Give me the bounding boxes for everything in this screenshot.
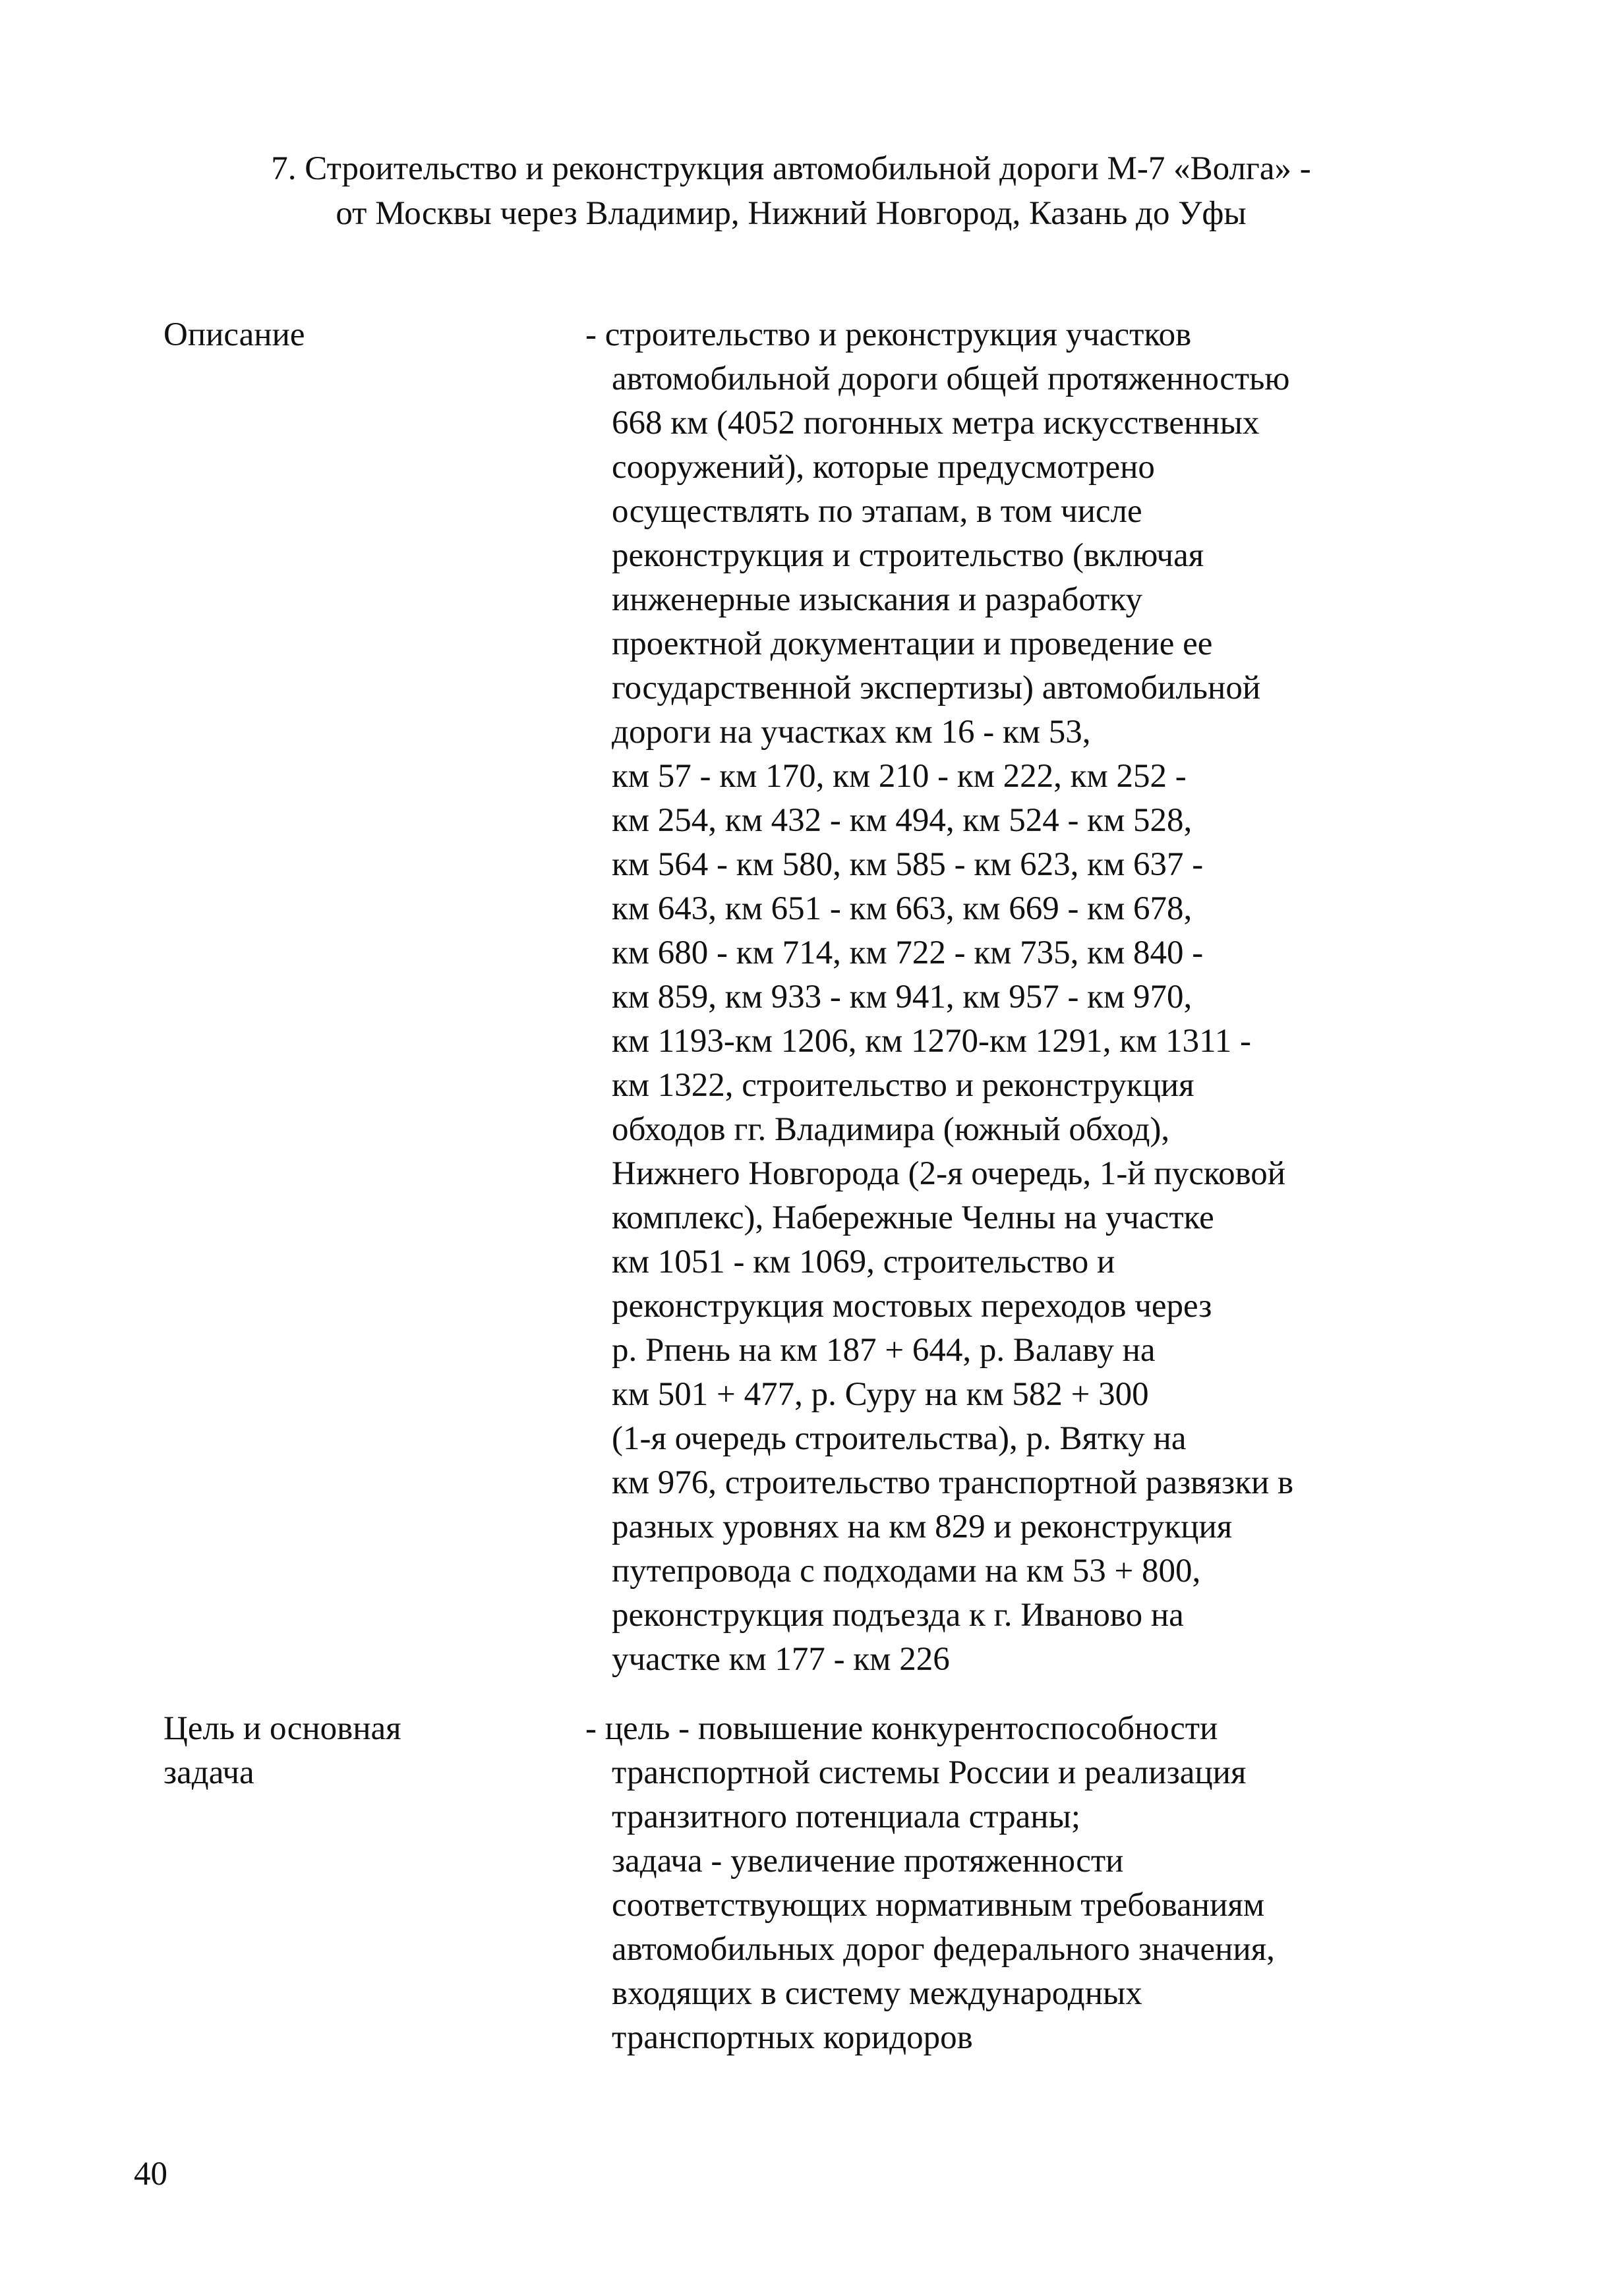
text-line: реконструкция мостовых переходов через: [612, 1288, 1212, 1325]
text-line: км 1051 - км 1069, строительство и: [612, 1244, 1115, 1280]
text-line: разных уровнях на км 829 и реконструкция: [612, 1508, 1233, 1545]
text-line: - строительство и реконструкция участков: [585, 316, 1192, 353]
label-line: Описание: [163, 316, 305, 353]
text-line: инженерные изыскания и разработку: [612, 581, 1143, 618]
text-line: осуществлять по этапам, в том числе: [612, 493, 1142, 530]
text-line: транспортной системы России и реализация: [612, 1754, 1247, 1791]
text-line: Нижнего Новгорода (2-я очередь, 1-й пусковой: [612, 1155, 1286, 1192]
text-line: участке км 177 - км 226: [612, 1641, 950, 1678]
section-text-goal: [585, 1707, 1275, 2060]
section-text-description: [585, 313, 1293, 1682]
text-line: р. Рпень на км 187 + 644, р. Валаву на: [612, 1332, 1156, 1369]
text-line: км 1193-км 1206, км 1270-км 1291, км 1311 -: [612, 1023, 1251, 1060]
text-line: транзитного потенциала страны;: [612, 1798, 1081, 1835]
text-line: - цель - повышение конкурентоспособности: [585, 1710, 1218, 1747]
text-line: км 501 + 477, р. Суру на км 582 + 300: [612, 1376, 1149, 1413]
text-line: реконструкция подъезда к г. Иваново на: [612, 1597, 1184, 1634]
text-line: км 680 - км 714, км 722 - км 735, км 840 -: [612, 934, 1204, 971]
text-line: дороги на участках км 16 - км 53,: [612, 714, 1091, 751]
text-line: комплекс), Набережные Челны на участке: [612, 1199, 1214, 1236]
text-line: км 859, км 933 - км 941, км 957 - км 970,: [612, 979, 1192, 1016]
text-line: путепровода с подходами на км 53 + 800,: [612, 1553, 1201, 1590]
text-line: (1-я очередь строительства), р. Вятку на: [612, 1420, 1187, 1457]
title-line: от Москвы через Владимир, Нижний Новгород, Казань до Уфы: [336, 195, 1247, 232]
text-line: проектной документации и проведение ее: [612, 625, 1213, 662]
title-line: 7. Строительство и реконструкция автомобильной дороги М-7 «Волга» -: [271, 150, 1311, 187]
text-line: транспортных коридоров: [612, 2019, 973, 2056]
text-line: обходов гг. Владимира (южный обход),: [612, 1111, 1170, 1148]
page-number: 40: [134, 2156, 167, 2193]
text-line: соответствующих нормативным требованиям: [612, 1887, 1265, 1924]
text-line: км 564 - км 580, км 585 - км 623, км 637 -: [612, 846, 1204, 883]
page-title: [132, 146, 1450, 236]
text-line: 668 км (4052 погонных метра искусственных: [612, 405, 1260, 442]
text-line: км 643, км 651 - км 663, км 669 - км 678,: [612, 890, 1192, 927]
text-line: км 57 - км 170, км 210 - км 222, км 252 -: [612, 758, 1187, 795]
text-line: входящих в систему международных: [612, 1975, 1142, 2012]
text-line: государственной экспертизы) автомобильной: [612, 670, 1261, 706]
label-line: Цель и основная: [163, 1710, 401, 1747]
text-line: км 1322, строительство и реконструкция: [612, 1067, 1194, 1104]
label-line: задача: [163, 1754, 254, 1791]
text-line: задача - увеличение протяженности: [612, 1843, 1124, 1880]
text-line: реконструкция и строительство (включая: [612, 537, 1204, 574]
text-line: автомобильной дороги общей протяженностью: [612, 360, 1290, 397]
section-label-goal: [163, 1707, 401, 1795]
text-line: км 976, строительство транспортной развязки в: [612, 1464, 1294, 1501]
text-line: сооружений), которые предусмотрено: [612, 449, 1155, 486]
section-label-description: [163, 313, 305, 357]
text-line: км 254, км 432 - км 494, км 524 - км 528,: [612, 802, 1192, 839]
text-line: автомобильных дорог федерального значения,: [612, 1931, 1275, 1968]
